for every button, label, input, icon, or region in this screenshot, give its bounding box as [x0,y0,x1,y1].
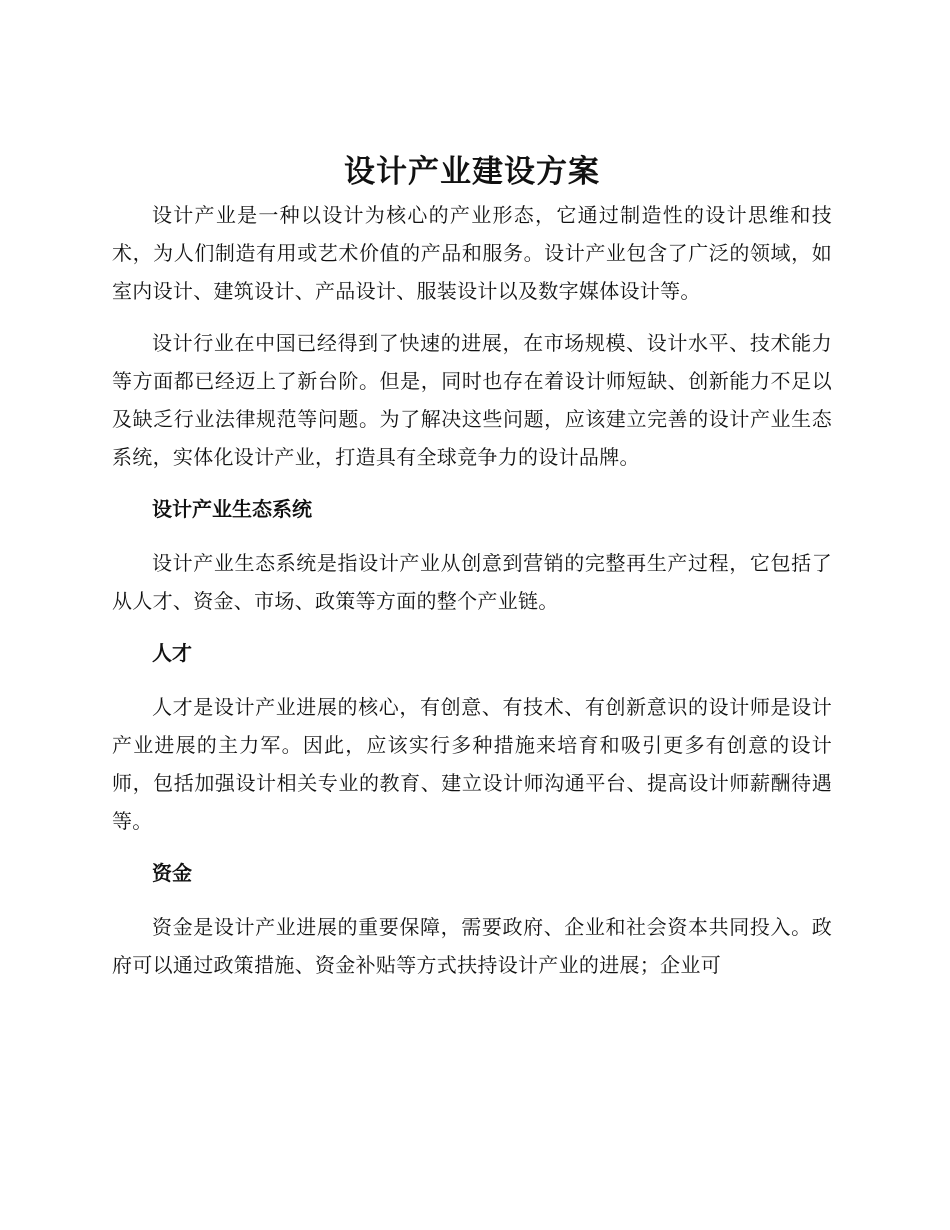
document-page [112,148,832,998]
heading-talent: 人才 [152,641,192,665]
paragraph-ecosystem: 设计产业生态系统是指设计产业从创意到营销的完整再生产过程，它包括了从人才、资金、市场、政策等方面的整个产业链。 [112,551,832,613]
paragraph-talent: 人才是设计产业进展的核心，有创意、有技术、有创新意识的设计师是设计产业进展的主力军。因此，应该实行多种措施来培育和吸引更多有创意的设计师，包括加强设计相关专业的教育、建立设计师沟通平台、提高设计师薪酬待遇等。 [112,695,832,833]
paragraph-intro: 设计产业是一种以设计为核心的产业形态，它通过制造性的设计思维和技术，为人们制造有用或艺术价值的产品和服务。设计产业包含了广泛的领域，如室内设计、建筑设计、产品设计、服装设计以及数字媒体设计等。 [112,203,832,303]
paragraph-funding: 资金是设计产业进展的重要保障，需要政府、企业和社会资本共同投入。政府可以通过政策措施、资金补贴等方式扶持设计产业的进展；企业可 [112,915,832,977]
heading-funding: 资金 [152,861,192,885]
paragraph-industry-status: 设计行业在中国已经得到了快速的进展，在市场规模、设计水平、技术能力等方面都已经迈上了新台阶。但是，同时也存在着设计师短缺、创新能力不足以及缺乏行业法律规范等问题。为了解决这些问题，应该建立完善的设计产业生态系统，实体化设计产业，打造具有全球竞争力的设计品牌。 [112,331,832,469]
document-title: 设计产业建设方案 [344,154,600,190]
heading-ecosystem: 设计产业生态系统 [152,497,312,521]
